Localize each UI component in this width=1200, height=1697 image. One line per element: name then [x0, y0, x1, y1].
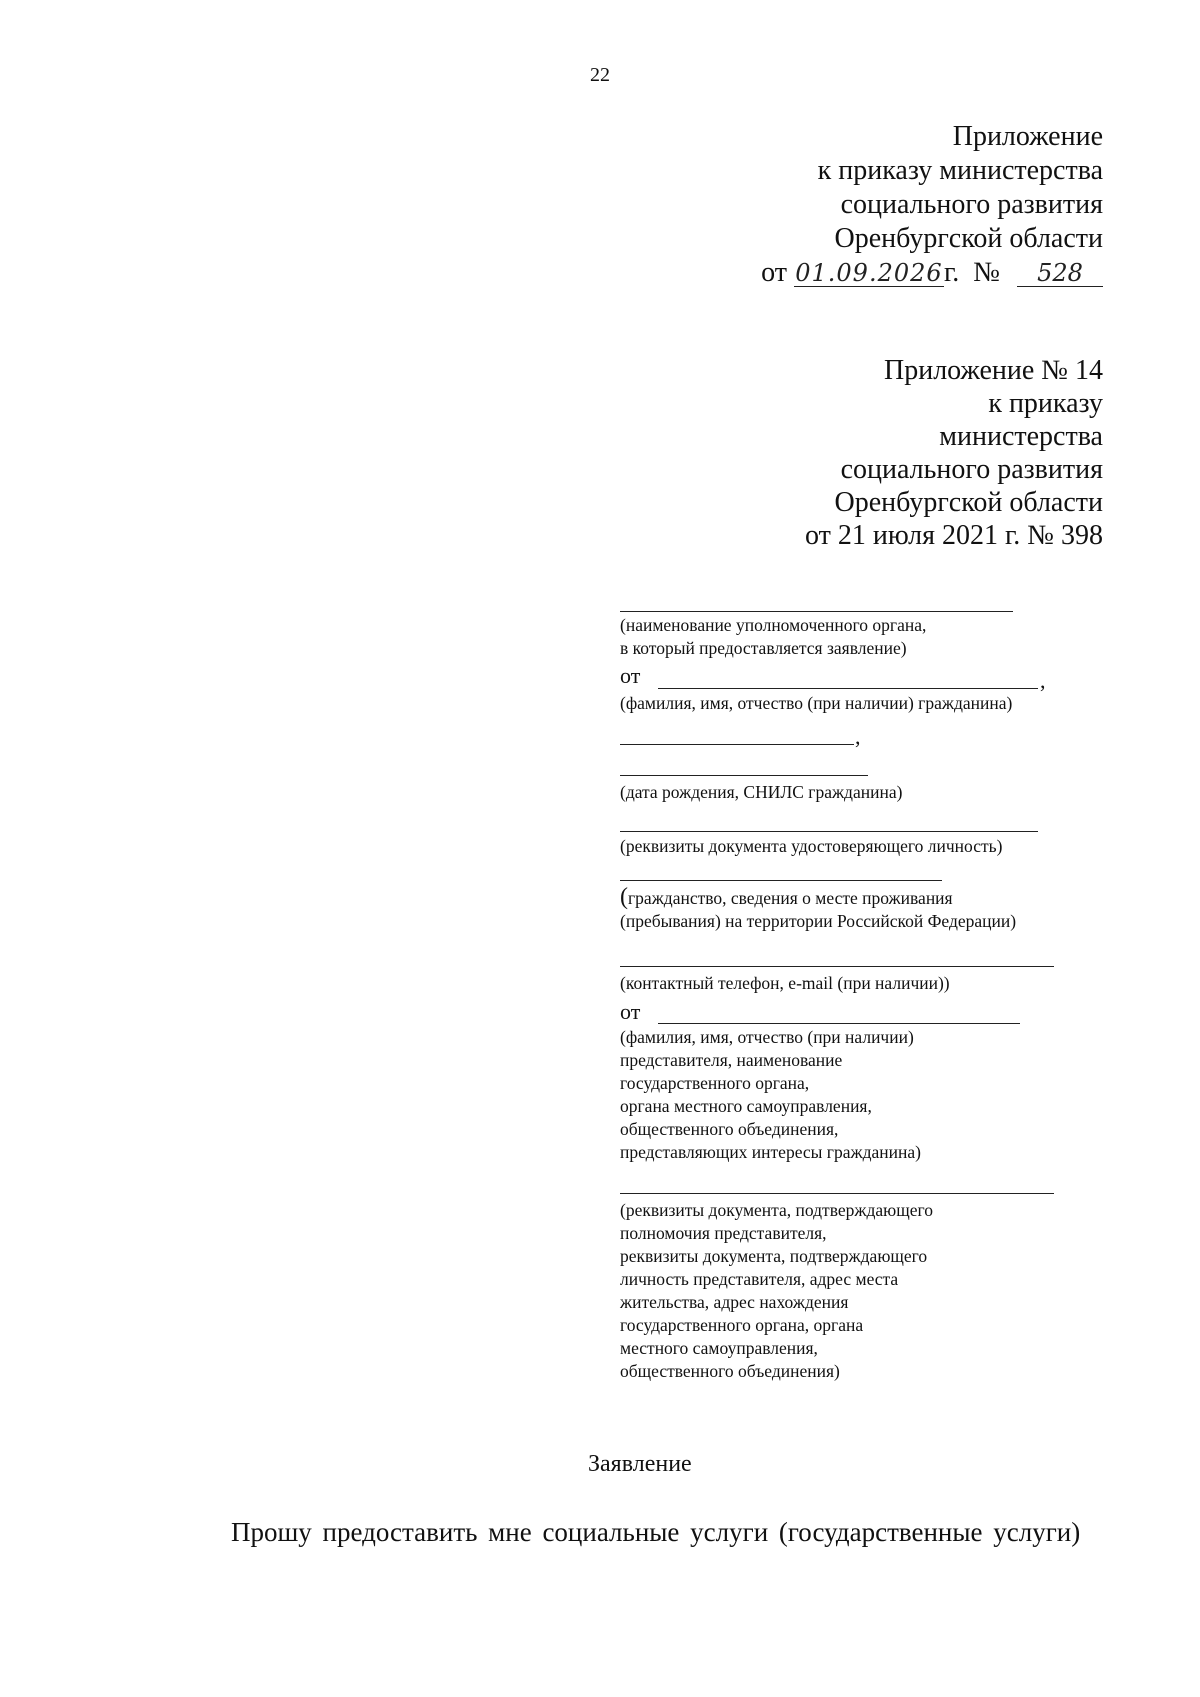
rep-docs-caption-line-2: полномочия представителя, — [620, 1223, 827, 1243]
rep-docs-caption-line-5: жительства, адрес нахождения — [620, 1292, 849, 1312]
representative-caption-line-6: представляющих интересы гражданина) — [620, 1142, 921, 1162]
citizen-name-caption: (фамилия, имя, отчество (при наличии) гражданина) — [620, 693, 1013, 713]
birth-caption: (дата рождения, СНИЛС гражданина) — [620, 782, 903, 802]
number-sign: № — [973, 257, 1000, 288]
comma-2: , — [855, 724, 861, 749]
appendix-14-date: от 21 июля 2021 г. № 398 — [805, 520, 1103, 551]
statement-text: Прошу предоставить мне социальные услуги (государственные услуги) — [231, 1517, 1081, 1547]
appendix-date-line — [761, 256, 1103, 290]
rep-docs-caption-line-8: общественного объединения) — [620, 1361, 840, 1381]
year-suffix: г. — [943, 257, 960, 288]
appendix-14-title: Приложение № 14 — [884, 355, 1103, 386]
from-label-citizen: от — [620, 663, 641, 688]
appendix-current-header — [761, 120, 1103, 290]
representative-caption — [620, 1026, 921, 1164]
handwritten-number: 528 — [1017, 260, 1103, 287]
document-page: 22 Приложение к приказу министерства социального развития Оренбургской области от 01.09.2026г. № 528 Приложение № 14 к приказу министерства социального развития Оренбургской области от 21 июля 2021 г. № 398 (наименование уполномоченного органа, в который предоставляется заявление) от , (фамилия, имя, отчество (при наличии) гражданина) , (дата рождения, СНИЛС гражданина) (реквизиты документа удостоверяющего личность) (гражданство, сведения о месте проживания (пребывания) на территории Российской Федерации) (контактный телефон, e-mail (при наличии)) от (фамилия, имя, отчество (при наличии) представителя, наименование государственного органа, органа местного самоуправления, общественного объединения, представляющих интересы гражданина) (реквизиты документа, подтверждающего полномочия представителя, реквизиты документа, подтверждающего личность представителя, адрес места жительства, адрес нахождения государственного органа, органа местного самоуправления, общественного объединения) Заявление Прошу предоставить мне социальные услуги (государственные услуги) — [0, 0, 1200, 1697]
page-number: 22 — [590, 64, 610, 86]
handwritten-date: 01.09.2026 — [795, 259, 943, 287]
appendix-14-development: социального развития — [840, 454, 1103, 485]
comma-1: , — [1040, 668, 1046, 693]
representative-line — [658, 1023, 1020, 1024]
rep-docs-caption — [620, 1199, 933, 1383]
representative-caption-line-4: органа местного самоуправления, — [620, 1096, 872, 1116]
id-doc-caption: (реквизиты документа удостоверяющего личность) — [620, 836, 1003, 856]
rep-docs-line — [620, 1193, 1054, 1194]
citizen-name-line — [658, 688, 1038, 689]
from-label-representative: от — [620, 999, 641, 1024]
authority-line — [620, 611, 1013, 612]
appendix-region: Оренбургской области — [834, 223, 1103, 254]
representative-caption-line-3: государственного органа, — [620, 1073, 810, 1093]
contacts-caption: (контактный телефон, e-mail (при наличии)) — [620, 973, 950, 993]
appendix-14-order: к приказу — [988, 388, 1103, 419]
citizenship-line — [620, 880, 942, 881]
from-label: от — [761, 257, 787, 288]
appendix-order-ref: к приказу министерства — [817, 155, 1103, 186]
rep-docs-caption-line-7: местного самоуправления, — [620, 1338, 818, 1358]
representative-caption-line-5: общественного объединения, — [620, 1119, 839, 1139]
birth-line — [620, 775, 868, 776]
representative-caption-line-1: (фамилия, имя, отчество (при наличии) — [620, 1027, 914, 1047]
contacts-line — [620, 966, 1054, 967]
appendix-14-ministry: министерства — [939, 421, 1103, 452]
rep-docs-caption-line-4: личность представителя, адрес места — [620, 1269, 899, 1289]
appendix-previous-header — [805, 354, 1103, 552]
appendix-ministry: социального развития — [840, 189, 1103, 220]
extra-line — [620, 744, 854, 745]
id-doc-line — [620, 831, 1038, 832]
appendix-title: Приложение — [952, 121, 1103, 152]
representative-caption-line-2: представителя, наименование — [620, 1050, 843, 1070]
appendix-14-region: Оренбургской области — [834, 487, 1103, 518]
authority-caption: (наименование уполномоченного органа, в который предоставляется заявление) — [620, 615, 927, 658]
citizenship-caption: (гражданство, сведения о месте проживания (пребывания) на территории Российской Федерации) — [620, 884, 1017, 931]
rep-docs-caption-line-1: (реквизиты документа, подтверждающего — [620, 1200, 933, 1220]
rep-docs-caption-line-3: реквизиты документа, подтверждающего — [620, 1246, 928, 1266]
rep-docs-caption-line-6: государственного органа, органа — [620, 1315, 864, 1335]
